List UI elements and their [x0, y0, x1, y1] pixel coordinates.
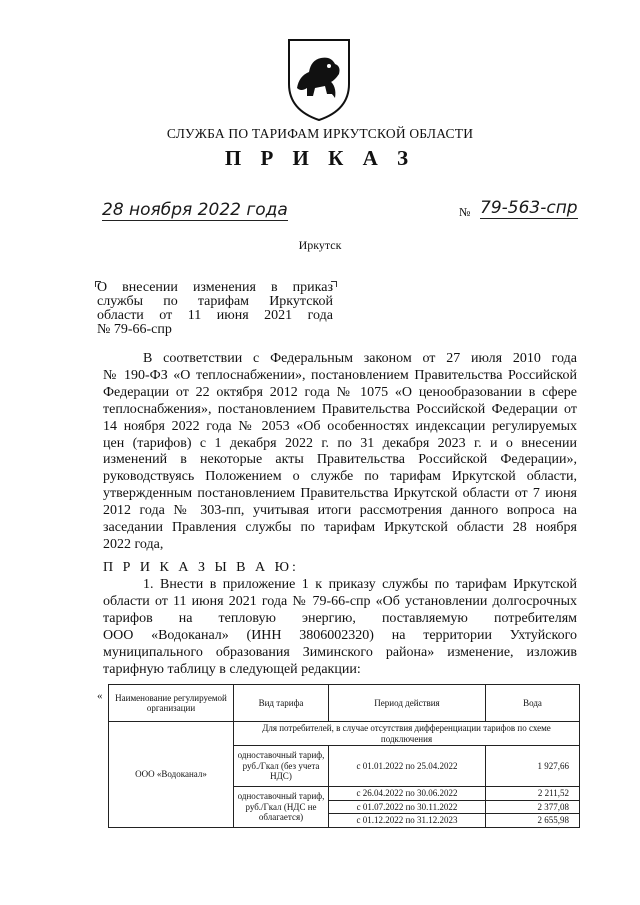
period-cell: с 01.12.2022 по 31.12.2023 — [329, 814, 486, 828]
tariff-type-cell: одноставочный тариф, руб./Гкал (без учета НДС) — [234, 746, 329, 787]
item-line: области от 11 июня 2021 года № 79-66-спр «Об установлении долгосрочных — [103, 593, 577, 609]
order-word: П Р И К А З Ы В А Ю: — [103, 560, 299, 575]
tariff-table — [108, 684, 580, 828]
subject-line: № 79-66-спр — [97, 322, 172, 337]
item-line: муниципального образования Зиминского района» изменение, изложив — [103, 644, 577, 660]
item-line: 1. Внести в приложение 1 к приказу службы по тарифам Иркутской — [143, 577, 577, 592]
value-cell: 2 211,52 — [486, 787, 580, 801]
item-line: тарифов на тепловую энергию, поставляемую потребителям — [103, 610, 577, 626]
subject-line: службы по тарифам Иркутской — [97, 294, 333, 309]
column-header: Вид тарифа — [234, 685, 329, 722]
order-preamble — [103, 351, 577, 554]
preamble-line: 2012 года № 303-пп, учитывая итоги рассмотрения данного вопроса на — [103, 503, 577, 519]
preamble-line: цен (тарифов) с 1 декабря 2022 г. по 31 декабря 2023 г. и о внесении — [103, 435, 577, 451]
organization-name: СЛУЖБА ПО ТАРИФАМ ИРКУТСКОЙ ОБЛАСТИ — [166, 126, 474, 141]
document-type-title: П Р И К А З — [224, 146, 416, 170]
item-line: ООО «Водоканал» (ИНН 3806002320) на территории Ухтуйского — [103, 627, 577, 643]
preamble-line: В соответствии с Федеральным законом от 27 июля 2010 года — [143, 351, 577, 366]
value-cell: 2 655,98 — [486, 814, 580, 828]
preamble-line: утвержденным постановлением Правительства Иркутской области от 7 июня — [103, 486, 577, 502]
consumers-note-cell: Для потребителей, в случае отсутствия дифференциации тарифов по схеме подключения — [234, 722, 580, 746]
value-cell: 2 377,08 — [486, 800, 580, 814]
table-header-row — [109, 685, 580, 722]
tariff-type-cell: одноставочный тариф, руб./Гкал (НДС не облагается) — [234, 787, 329, 828]
period-cell: с 26.04.2022 по 30.06.2022 — [329, 787, 486, 801]
preamble-line: Федерации от 22 октября 2012 года № 1075 «О ценообразовании в сфере — [103, 384, 577, 400]
preamble-line: руководствуясь Положением о службе по тарифам Иркутской области, — [103, 469, 577, 485]
preamble-line: теплоснабжения», постановлением Правительства Российской Федерации от — [103, 401, 577, 417]
handwritten-order-number: 79-563-спр — [480, 198, 578, 218]
subject-line: О внесении изменения в приказ — [97, 280, 333, 295]
column-header: Наименование регулируемой организации — [109, 685, 234, 722]
order-subject — [97, 281, 333, 337]
subject-line: области от 11 июня 2021 года — [97, 308, 333, 323]
period-cell: с 01.07.2022 по 30.11.2022 — [329, 800, 486, 814]
preamble-line: 2022 года, — [103, 536, 164, 552]
preamble-line: изменений в некоторые акты Правительства Российской Федерации», — [103, 452, 577, 468]
value-cell: 1 927,66 — [486, 746, 580, 787]
organization-cell: ООО «Водоканал» — [109, 722, 234, 828]
handwritten-date: 28 ноября 2022 года — [102, 200, 288, 220]
item-line: тарифную таблицу в следующей редакции: — [103, 661, 361, 677]
table-opening-quote: « — [97, 690, 103, 702]
number-label: № — [459, 205, 471, 219]
column-header: Вода — [486, 685, 580, 722]
column-header: Период действия — [329, 685, 486, 722]
table-row — [109, 722, 580, 746]
city-name: Иркутск — [298, 238, 342, 252]
irkutsk-coat-of-arms-icon — [285, 36, 353, 122]
order-item-1 — [103, 577, 577, 678]
preamble-line: 14 ноября 2022 года № 2053 «Об особенностях индексации регулируемых — [103, 418, 577, 434]
preamble-line: заседании Правления службы по тарифам Иркутской области 28 ноября — [103, 520, 577, 536]
period-cell: с 01.01.2022 по 25.04.2022 — [329, 746, 486, 787]
preamble-line: № 190-ФЗ «О теплоснабжении», постановлением Правительства Российской — [103, 367, 577, 383]
